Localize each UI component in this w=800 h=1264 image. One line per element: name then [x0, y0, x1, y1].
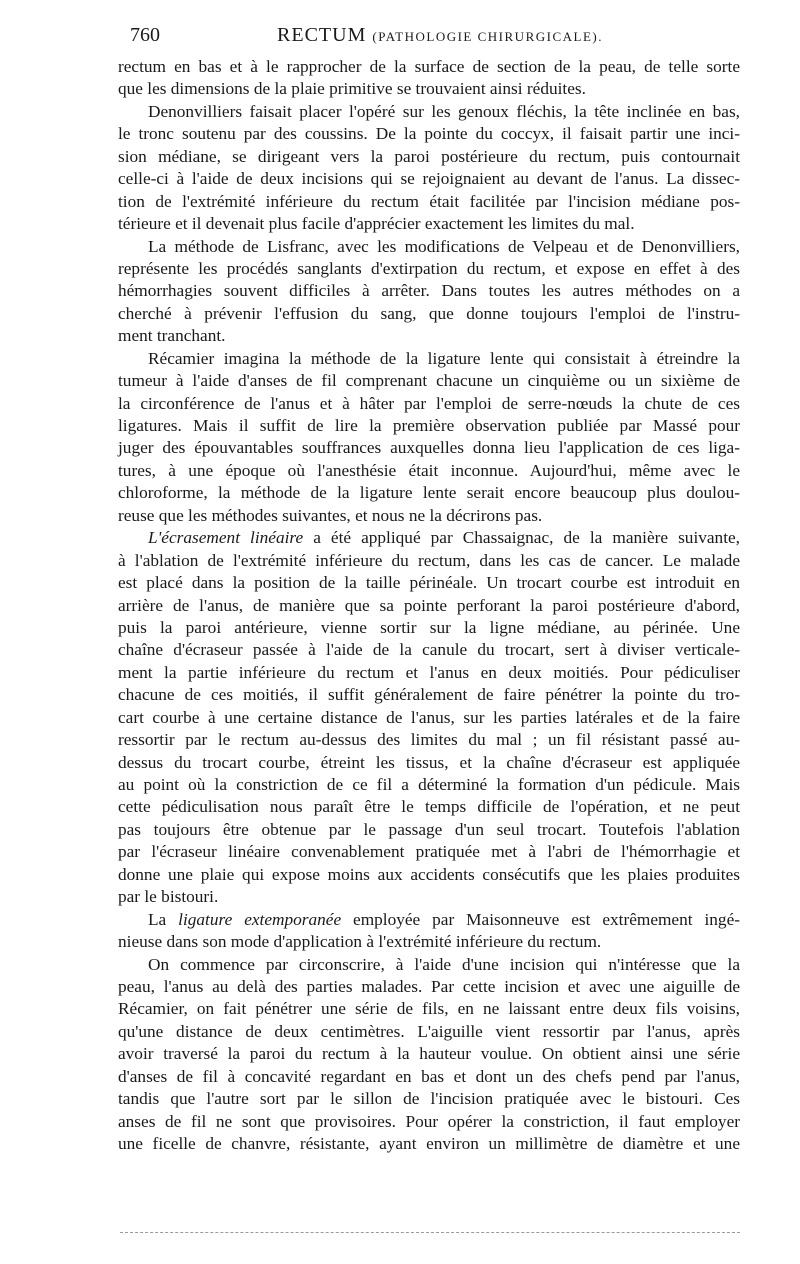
text-line: tures, à une époque où l'anesthésie était inconnue. Aujourd'hui, même avec le [118, 460, 740, 480]
text-line: que les dimensions de la plaie primitive se trouvaient ainsi réduites. [118, 79, 586, 99]
footer-rule [120, 1232, 740, 1233]
page-header [130, 20, 750, 50]
text-line: puis la paroi antérieure, vienne sortir sur la ligne médiane, au périnée. Une [118, 617, 740, 637]
text-line: par l'écraseur linéaire convenablement pratiquée met à l'abri de l'hémorrhagie et [118, 842, 740, 862]
text-line: dessus du trocart courbe, étreint les tissus, et la chaîne d'écraseur est appliquée [118, 752, 740, 772]
text-line: reuse que les méthodes suivantes, et nous ne la décrirons pas. [118, 505, 543, 525]
running-title-main: RECTUM [277, 24, 367, 46]
text-line: Récamier, on fait pénétrer une série de fils, en ne laissant entre deux fils voisins, [118, 999, 740, 1019]
text-line: ligatures. Mais il suffit de lire la première observation publiée par Massé pour [118, 416, 740, 435]
text-line: cherché à prévenir l'effusion du sang, que donne toujours l'emploi de l'instru- [118, 303, 740, 323]
body-text [118, 56, 740, 1155]
text-line: juger des épouvantables souffrances auxquelles donna lieu l'application de ces liga- [118, 438, 740, 458]
text-line: nieuse dans son mode d'application à l'extrémité inférieure du rectum. [118, 932, 602, 952]
text-line: d'anses de fil à concavité regardant en bas et dont un des chefs pend par l'anus, [118, 1066, 740, 1086]
text-line: à l'ablation de l'extrémité inférieure du rectum, dans les cas de cancer. Le malade [118, 550, 740, 570]
text-line: térieure et il devenait plus facile d'apprécier exactement les limites du mal. [118, 214, 635, 234]
running-title-sub: (PATHOLOGIE CHIRURGICALE). [372, 29, 603, 44]
running-title [130, 20, 750, 52]
text-line: la circonférence de l'anus et à hâter par l'emploi de serre-nœuds la chute de ces [118, 393, 740, 413]
text-line: celle-ci à l'aide de deux incisions qui se rejoignaient au devant de l'anus. La dissec- [118, 169, 740, 189]
text-line: tandis que l'autre sort par le sillon de l'incision pratiquée avec le bistouri. Ces [118, 1089, 740, 1109]
text-line: Récamier imagina la méthode de la ligature lente qui consistait à étreindre la [148, 348, 740, 368]
text-line: La ligature extemporanée employée par Maisonneuve est extrêmement ingé- [148, 909, 740, 929]
text-line: avoir traversé la paroi du rectum à la hauteur voulue. On obtient ainsi une série [118, 1044, 740, 1064]
text-line: ment la partie inférieure du rectum et l'anus en deux moitiés. Pour pédiculiser [118, 662, 740, 682]
text-line: cette pédiculisation nous paraît être le temps difficile de l'opération, et ne peut [118, 797, 740, 817]
text-line: ressortir par le rectum au-dessus des limites du mal ; un fil résistant passé au- [118, 730, 740, 750]
text-line: tion de l'extrémité inférieure du rectum était facilitée par l'incision médiane pos- [118, 191, 740, 211]
text-line: est placé dans la position de la taille périnéale. Un trocart courbe est introduit en [118, 573, 740, 593]
text-line: le tronc soutenu par des coussins. De la pointe du coccyx, il faisait partir une inci- [118, 124, 740, 144]
text-line: arrière de l'anus, de manière que sa pointe perforant la paroi postérieure d'abord, [118, 595, 740, 615]
text-line: chaîne d'écraseur passée à l'aide de la canule du trocart, sert à diviser verticale- [118, 640, 740, 660]
text-line: tumeur à l'aide d'anses de fil comprenant chacune un cinquième ou un sixième de [118, 371, 740, 391]
text-line: pas toujours être obtenue par le passage d'un seul trocart. Toutefois l'ablation [118, 819, 740, 839]
text-line: représente les procédés sanglants d'extirpation du rectum, et expose en effet à des [118, 258, 740, 278]
text-line: qu'une distance de deux centimètres. L'aiguille vient ressortir par l'anus, après [118, 1021, 740, 1041]
text-line: sion médiane, se dirigeant vers la paroi postérieure du rectum, puis contournait [118, 146, 740, 166]
text-line: au point où la constriction de ce fil a déterminé la formation d'un pédicule. Mais [118, 775, 740, 794]
text-line: peau, l'anus au delà des parties malades. Par cette incision et avec une aiguille de [118, 976, 740, 996]
text-line: une ficelle de chanvre, résistante, ayant environ un millimètre de diamètre et une [118, 1134, 740, 1153]
text-line: On commence par circonscrire, à l'aide d'une incision qui n'intéresse que la [148, 954, 740, 974]
text-line: par le bistouri. [118, 887, 219, 907]
text-line: cart courbe à une certaine distance de l'anus, sur les parties latérales et de la faire [118, 707, 740, 727]
text-line: chloroforme, la méthode de la ligature lente serait encore beaucoup plus doulou- [118, 483, 740, 503]
text-line: L'écrasement linéaire a été appliqué par Chassaignac, de la manière suivante, [148, 528, 740, 548]
text-line: Denonvilliers faisait placer l'opéré sur les genoux fléchis, la tête inclinée en bas, [148, 101, 740, 121]
text-line: hémorrhagies souvent difficiles à arrêter. Dans toutes les autres méthodes on a [118, 281, 740, 301]
page-number: 760 [130, 24, 160, 46]
text-line: chacune de ces moitiés, il suffit généralement de faire pénétrer la pointe du tro- [118, 685, 740, 705]
text-line: La méthode de Lisfranc, avec les modifications de Velpeau et de Denonvilliers, [148, 236, 740, 256]
text-line: rectum en bas et à le rapprocher de la surface de section de la peau, de telle sorte [118, 57, 740, 76]
text-line: ment tranchant. [118, 326, 226, 346]
text-line: anses de fil ne sont que provisoires. Pour opérer la constriction, il faut employer [118, 1111, 740, 1131]
text-line: donne une plaie qui expose moins aux accidents consécutifs que les plaies produites [118, 864, 740, 884]
